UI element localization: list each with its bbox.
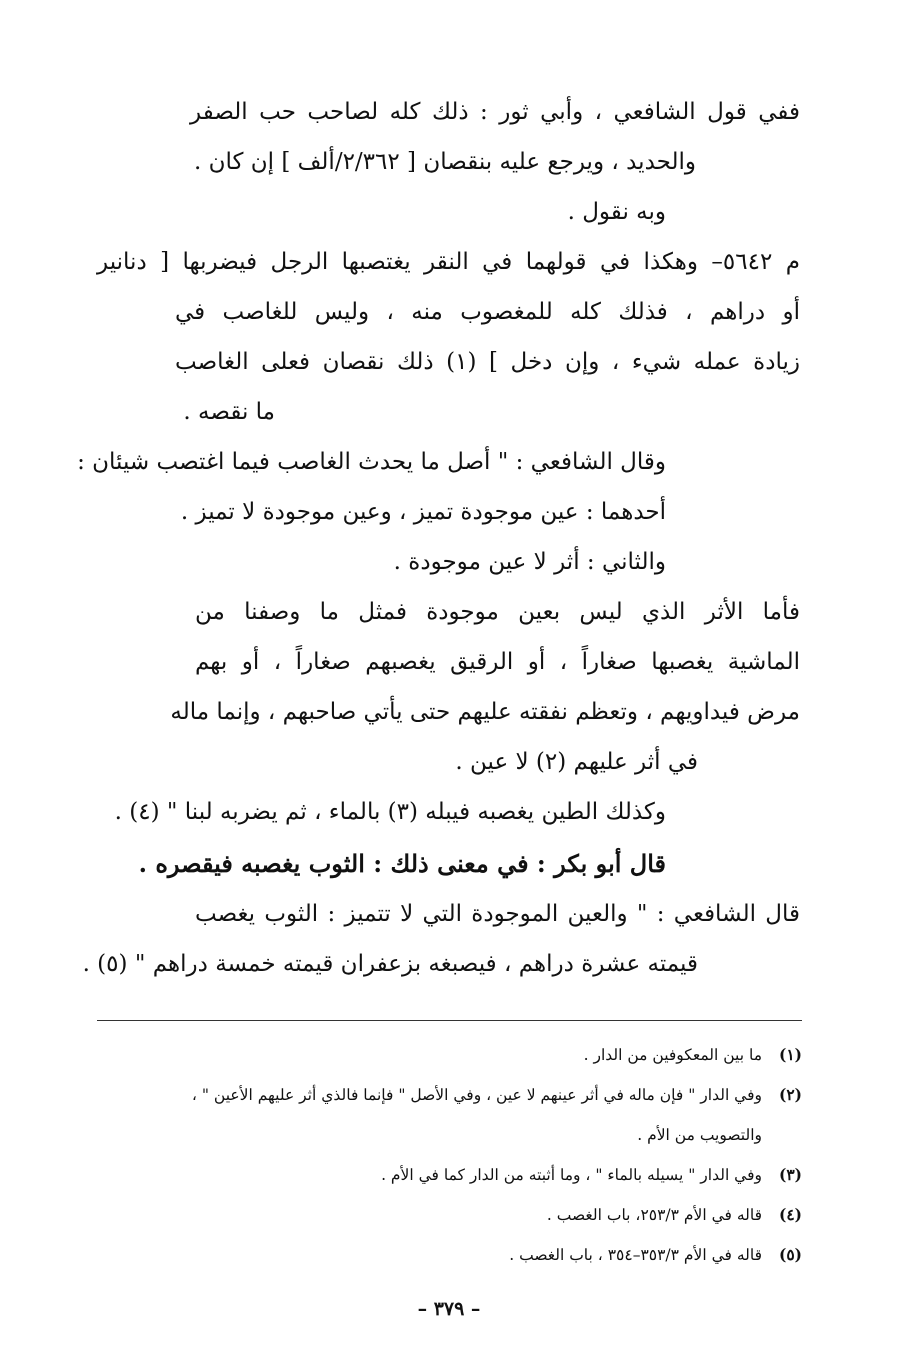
body-line: أحدهما : عين موجودة تميز ، وعين موجودة لا تميز . [180, 499, 666, 525]
footnote-text: ما بين المعكوفين من الدار . [583, 1046, 762, 1064]
footnote-5 [509, 1243, 802, 1267]
body-line: والثاني : أثر لا عين موجودة . [393, 549, 666, 575]
body-line: مرض فيداويهم ، وتعظم نفقته عليهم حتى يأتي صاحبهم ، وإنما ماله [170, 699, 800, 725]
body-line: في أثر عليهم (٢) لا عين . [455, 749, 698, 775]
body-line: وبه نقول . [567, 199, 666, 225]
body-line-numbered: م ٥٦٤٢– وهكذا في قولهما في النقر يغتصبها الرجل فيضربها [ دنانير [97, 249, 800, 275]
footnote-text: قاله في الأم ٢٥٣/٣، باب الغصب . [546, 1206, 762, 1224]
footnote-3 [381, 1163, 802, 1187]
footnote-number: (٥) [778, 1245, 802, 1264]
body-line: قال الشافعي : " والعين الموجودة التي لا تتميز : الثوب يغصب [195, 901, 800, 927]
body-line: الماشية يغصبها صغاراً ، أو الرقيق يغصبهم صغاراً ، أو بهم [195, 649, 800, 675]
body-line: وقال الشافعي : " أصل ما يحدث الغاصب فيما اغتصب شيئان : [77, 449, 666, 475]
page-number: – ٣٧٩ – [417, 1298, 481, 1320]
body-line-heading: قال أبو بكر : في معنى ذلك : الثوب يغصبه فيقصره . [138, 849, 666, 878]
body-line: ففي قول الشافعي ، وأبي ثور : ذلك كله لصاحب حب الصفر [190, 99, 800, 125]
footnote-number: (٢) [778, 1085, 802, 1104]
body-line: وكذلك الطين يغصبه فيبله (٣) بالماء ، ثم يضربه لبنا " (٤) . [114, 799, 666, 825]
footnote-2-continued [637, 1123, 762, 1147]
body-line: والحديد ، ويرجع عليه بنقصان [ ٢/٣٦٢/ألف ] إن كان . [193, 149, 696, 175]
footnote-1 [584, 1043, 802, 1067]
body-line: قيمته عشرة دراهم ، فيصبغه بزعفران قيمته خمسة دراهم " (٥) . [82, 951, 698, 977]
footnote-text: وفي الدار " فإن ماله في أثر عينهم لا عين ، وفي الأصل " فإنما فالذي أثر عليهم الأعين " ، [191, 1086, 762, 1104]
body-line: أو دراهم ، فذلك كله للمغصوب منه ، وليس للغاصب في [175, 299, 800, 325]
footnote-rule [97, 1020, 802, 1021]
footnote-4 [547, 1203, 802, 1227]
body-line: زيادة عمله شيء ، وإن دخل ] (١) ذلك نقصان فعلى الغاصب [175, 349, 800, 375]
footnote-text: والتصويب من الأم . [637, 1126, 762, 1144]
footnote-number: (٣) [778, 1165, 802, 1184]
footnote-2 [192, 1083, 802, 1107]
body-line: ما نقصه . [183, 399, 275, 425]
footnote-text: وفي الدار " يسيله بالماء " ، وما أثبته من الدار كما في الأم . [381, 1166, 762, 1184]
body-line: فأما الأثر الذي ليس بعين موجودة فمثل ما وصفنا من [195, 599, 800, 625]
footnote-number: (٤) [778, 1205, 802, 1224]
footnote-text: قاله في الأم ٣٥٣/٣–٣٥٤ ، باب الغصب . [509, 1246, 762, 1264]
footnote-number: (١) [778, 1045, 802, 1064]
